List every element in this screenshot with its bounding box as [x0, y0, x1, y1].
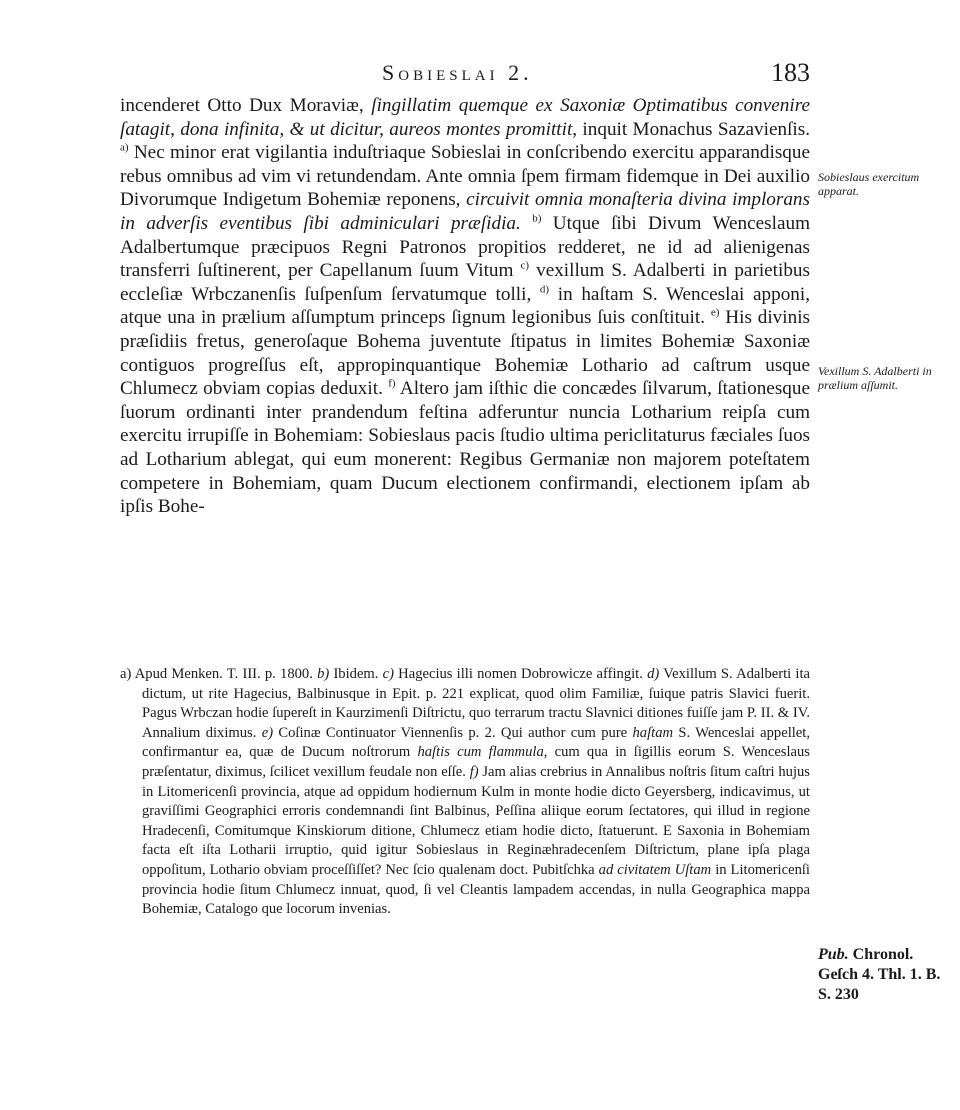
main-text	[120, 94, 810, 519]
main-text: Nec minor erat vigilantia induſtriaque Sobieslai in conſcribendo exercitu apparandisque rebus omnibus ad vim vi retundendam. Ante omnia ſpem firmam fidemque in Dei auxilio Divorumque Indigetum Bohemiæ reponens,	[120, 142, 810, 211]
main-italic-text: ſingillatim quemque ex Saxoniæ Optimatibus convenire ſatagit, dona infinita, & ut dicitur, aureos montes promittit	[120, 95, 810, 140]
main-text: Altero jam iſthic die concædes ſilvarum, ſtationesque ſuorum ordinanti inter prandendum feſtina adferuntur nuncia Lotharium reipſa cum exercitu irrupiſſe in Bohemiam: Sobieslaus pacis ſtudio ultima periclitaturus fæciales ſuos ad Lotharium ablegat, qui eum monerent: Regibus Germaniæ non majorem poteſtatem competere in Bohemiam, quam Ducum electionem confirmandi, electionem ipſam ab ipſis Bohe-	[120, 378, 810, 518]
main-footnote-marker: a)	[120, 141, 129, 154]
footnote-italic-text: c)	[382, 666, 394, 682]
footnote-italic-text: f)	[469, 763, 479, 780]
footnote-block	[120, 665, 810, 920]
footnote-italic-text: e)	[261, 724, 274, 741]
footnote-text: Jam alias crebrius in Annalibus noſtris ſitum caſtri hujus in Litomericenſi provincia, atque ad oppidum hodiernum Kulm in monte hodie dicto Geyersberg, indicavimus, ut graviſſimi Geographici erroris condemnandi ſint Balbinus, Peſſina aliique eorum ſectatores, qui illud in regione Hradecenſi, Comitumque Kinskiorum ditione, Chlumecz etiam hodie dicto, ſtatuerunt. E Saxonia in Bohemiam facta eſt iſta Lotharii irruptio, quid igitur Sobieslaus in Reginæhradecenſem Diſtrictum, plane ipſa plaga oppoſitum, Lothario obviam proceſſiſſet? Nec ſcio qualenam doct. Pubitſchka	[142, 763, 810, 878]
main-italic-text: circuivit omnia monaſteria divina implorans in adverſis eventibus ſibi adminiculari præſidia.	[120, 189, 810, 234]
main-footnote-marker: d)	[539, 283, 550, 296]
side-reference	[818, 945, 948, 1005]
main-text: , inquit Monachus Sazavienſis.	[572, 118, 810, 140]
main-text: incenderet Otto Dux Moraviæ,	[120, 95, 372, 116]
side-reference-prefix: Pub.	[818, 946, 849, 963]
page-number: 183	[771, 58, 810, 87]
main-footnote-marker: e)	[710, 306, 720, 319]
main-footnote-marker: f)	[388, 377, 396, 390]
footnote-italic-text: d)	[647, 666, 660, 682]
main-text	[521, 213, 532, 234]
footnote-italic-text: b)	[317, 666, 330, 682]
footnote-text: , cum qua in ſigillis eorum S. Wenceslaus præſentatur, diximus, ſcilicet vexillum feudale non eſſe.	[142, 744, 810, 780]
footnote-text: in Litomericenſi provincia hodie ſitum Chlumecz innuat, quod, ſi vel Cleantis lampadem accendas, in nulla Geographica mappa Bohemiæ, Catalogo que locorum invenias.	[142, 861, 810, 918]
footnote-text: a) Apud Menken. T. III. p. 1800.	[120, 666, 318, 682]
main-text: vexillum S. Adalberti in parietibus eccleſiæ Wrbczanenſis ſuſpenſum ſervatumque tolli,	[120, 260, 810, 305]
main-text: in haſtam S. Wenceslai apponi, atque una in prælium aſſumptum princeps ſignum legionibus ſuis conſtituit.	[120, 283, 811, 329]
footnote-text: Ibidem.	[329, 666, 383, 682]
footnote-text: S. Wenceslai appellet, confirmantur ea, quæ de Ducum noſtrorum	[142, 724, 810, 761]
margin-note: Vexillum S. Adalberti in prælium aſſumit.	[818, 364, 932, 392]
footnote-text: Vexillum S. Adalberti ita dictum, ut rite Hagecius, Balbinusque in Epit. p. 221 explicat, quod olim Familiæ, ſuique patris Slavici fuerit. Pagus Wrbczan hodie ſupereſt in Kaurzimenſi Diſtrictu, quo terrarum tractu Slavnici ditiones fuiſſe jam P. II. & IV. Annalium diximus.	[142, 666, 810, 741]
footnote-text: Coſinæ Continuator Viennenſis p. 2. Qui author cum pure	[273, 724, 633, 741]
margin-note: Sobieslaus exercitum apparat.	[818, 170, 920, 198]
running-title: Sobieslai 2.	[382, 60, 533, 85]
footnotes	[120, 665, 810, 920]
footnote-italic-text: haſtis cum flammula	[417, 744, 544, 761]
footnote-italic-text: ad civitatem Uſtam	[598, 861, 712, 878]
main-paragraph	[120, 94, 810, 519]
footnote-italic-text: haſtam	[632, 724, 674, 741]
footnote-text: Hagecius illi nomen Dobrowicze affingit.	[393, 666, 648, 682]
side-reference-text: Chronol. Geſch 4. Thl. 1. B. S. 230	[818, 946, 941, 1003]
main-text: His divinis præſidiis fretus, generoſaque Bohema juventute ſtipatus in limites Bohemiæ Saxoniæ contiguos progreſſus eſt, appropinquantique Bohemiæ Lothario ad caſtrum usque Chlumecz obviam copias deduxit.	[120, 307, 810, 400]
main-footnote-marker: c)	[520, 259, 530, 272]
main-footnote-marker: b)	[532, 212, 542, 225]
main-text: Utque ſibi Divum Wenceslaum Adalbertumque præcipuos Regni Patronos propitios redderet, ne id ad alienigenas transferri ſuſtinerent, per Capellanum ſuum Vitum	[120, 212, 811, 282]
